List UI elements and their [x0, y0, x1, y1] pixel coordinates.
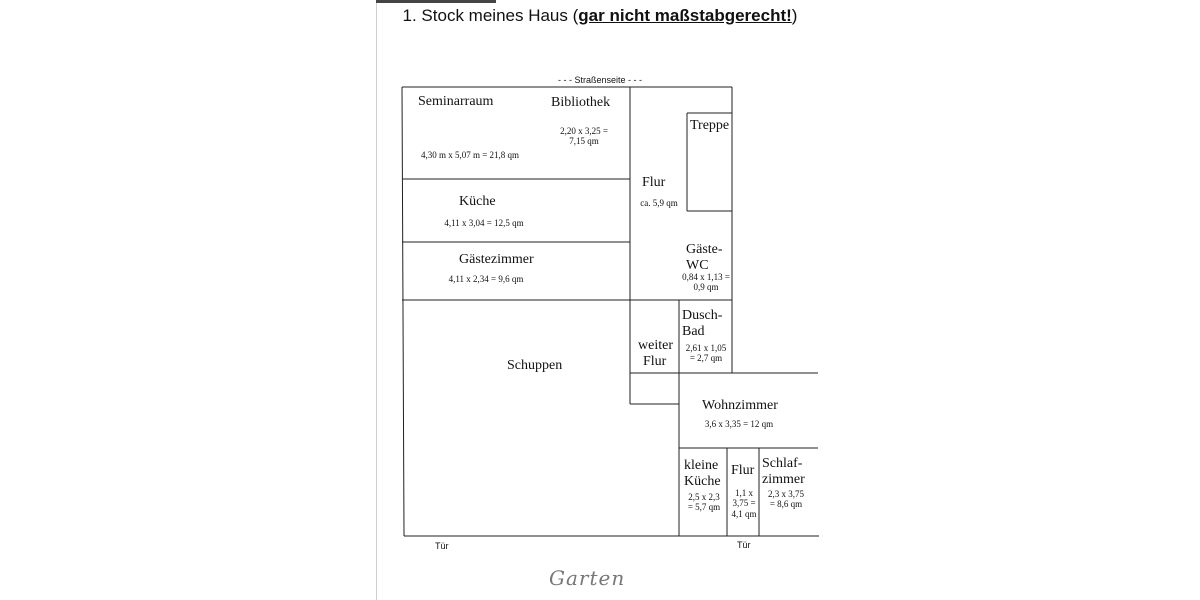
name-line: Dusch-: [682, 308, 723, 323]
name-line: Gäste-: [686, 242, 723, 257]
area-line: 2,20 x 3,25 =: [560, 126, 608, 136]
garden-handwritten-label: Garten: [549, 566, 626, 590]
room-area-seminarraum: 4,30 m x 5,07 m = 21,8 qm: [420, 150, 520, 160]
area-line: = 2,7 qm: [689, 353, 723, 364]
name-line: weiter: [638, 338, 673, 353]
room-name-gaestezimmer: Gästezimmer: [459, 252, 534, 267]
title-emphasis: gar nicht maßstabgerecht!: [578, 6, 792, 25]
name-line: Flur: [643, 354, 667, 370]
area-line: = 5,7 qm: [687, 502, 721, 513]
room-name-gaeste-wc: [686, 242, 723, 274]
room-name-schuppen: Schuppen: [507, 358, 563, 373]
room-name-schlafzimmer: [762, 456, 805, 488]
room-area-gaestezimmer: 4,11 x 2,34 = 9,6 qm: [448, 274, 524, 284]
area-line: 2,5 x 2,3: [688, 492, 720, 502]
name-line: kleine: [684, 458, 719, 473]
room-area-schlafzimmer: [762, 489, 810, 510]
area-line: 3,75 =: [732, 498, 756, 509]
room-area-flur: ca. 5,9 qm: [640, 198, 678, 208]
room-name-kleine-kueche: [684, 458, 721, 490]
area-line: = 8,6 qm: [769, 499, 803, 510]
room-name-flur-small: Flur: [731, 463, 755, 478]
name-line: Küche: [684, 474, 721, 490]
name-line: zimmer: [762, 472, 805, 488]
door-label-right: Tür: [737, 540, 751, 550]
room-name-weiter-flur: [638, 338, 673, 370]
name-line: WC: [686, 258, 709, 274]
area-line: 7,15 qm: [569, 136, 599, 147]
area-line: 2,3 x 3,75: [768, 489, 804, 499]
wall-outer-left: [402, 87, 404, 536]
room-name-wohnzimmer: Wohnzimmer: [702, 398, 778, 413]
area-line: 0,9 qm: [693, 282, 719, 293]
title-suffix: ): [791, 6, 798, 25]
area-line: 2,61 x 1,05: [685, 343, 727, 353]
room-area-flur-small: [728, 488, 760, 519]
room-name-treppe: Treppe: [690, 118, 730, 133]
area-line: 0,84 x 1,13 =: [682, 272, 730, 282]
area-line: 1,1 x: [735, 488, 753, 498]
room-name-seminarraum: Seminarraum: [418, 94, 494, 109]
name-line: Bad: [682, 324, 705, 340]
room-name-flur: Flur: [642, 175, 666, 190]
street-side-label: - - - Straßenseite - - -: [557, 75, 642, 85]
room-area-kleine-kueche: [682, 492, 726, 513]
door-label-left: Tür: [435, 541, 449, 551]
room-name-kueche: Küche: [459, 194, 496, 209]
room-name-bibliothek: Bibliothek: [551, 95, 611, 110]
room-area-wohnzimmer: 3,6 x 3,35 = 12 qm: [704, 419, 774, 429]
room-area-bibliothek: [548, 126, 620, 147]
area-line: 4,1 qm: [731, 508, 757, 519]
title-prefix: 1. Stock meines Haus (: [402, 6, 579, 25]
room-area-duschbad: [682, 343, 730, 364]
room-area-gaeste-wc: [678, 272, 734, 293]
room-name-duschbad: [682, 308, 722, 340]
room-area-kueche: 4,11 x 3,04 = 12,5 qm: [444, 218, 524, 228]
name-line: Schlaf-: [762, 456, 803, 471]
